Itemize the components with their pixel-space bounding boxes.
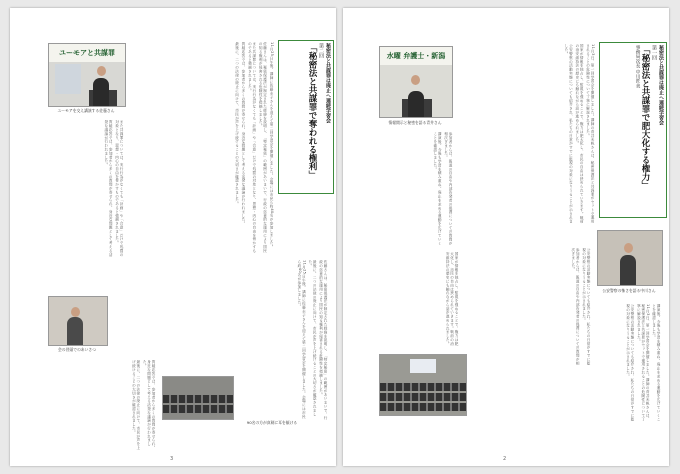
speaker-figure (408, 91, 424, 117)
round-label: 第一回 (651, 45, 657, 60)
paragraph: 参加者からは、報道の自由や内部告発者の保護についての質問が相次ぎました。 (571, 248, 581, 365)
speaker-photo-mid (48, 296, 108, 346)
page-number: 3 (170, 456, 174, 462)
paragraph: 講演後、今後も学習を積み重ね、廃止を求める運動を広げていくことを確認しました。 (433, 132, 443, 246)
paragraph: 質疑応答では、参加者から多くの質問が寄せられ、身近な問題として考える活発な議論が行われました。 (104, 120, 114, 257)
paragraph: 最後に、二つの法律の廃止に向けて、市民が声を上げ続けることの大切さが確認されました。 (132, 360, 141, 450)
speaker-head (411, 75, 420, 85)
photo-banner: ユーモアと共謀罪 (49, 44, 125, 62)
article-headline: 「秘密法と共謀罪で肥大化する権力」 (640, 45, 650, 190)
audience-row (380, 403, 466, 411)
paragraph: 11月3日、第一回学習会を開催しました。講師の青井未帆さんは、秘密保護法と共謀罪がセットで運用されることの危険性について丁寧に解説されました。 (637, 304, 651, 421)
caption-top-photo: 情報開示と秘密を語る青井さん (388, 120, 442, 125)
paragraph: また共謀罪については、実行行為がなくても「計画」や「合意」だけで処罰の対象となり、思想・内心の自由を脅かすものであると強調されました。 (248, 42, 257, 253)
caption-mid-photo: 公安警察の怖さを語る中川さん (602, 288, 656, 293)
audience-row (163, 395, 233, 403)
paragraph: 公安警察の活動実態についても紹介され、私たちの日常がすでに監視の対象になりうることが示されました。 (582, 248, 591, 365)
article-body-left (48, 120, 124, 260)
audience-row (380, 393, 466, 401)
audience-row (380, 383, 466, 391)
left-page (10, 8, 336, 466)
paragraph: 佐藤さんは、秘密保護法が制定された経緯を説明し、「特定秘密」の範囲があいまいで、行政の恣意的な運用により国民の知る権利が侵害される危険性を指摘しました。 (319, 260, 328, 420)
paragraph: 最後に、二つの法律の廃止に向けて、市民が声を上げ続けることの大切さが確認されました。 (235, 42, 240, 206)
audience-photo (379, 354, 467, 416)
series-label: 秘密法と共謀罪は廃止へ連続学習会 (658, 45, 664, 125)
speaker-head (97, 66, 106, 76)
paragraph: 11月25日午後、講師に佐藤圭子さんを迎えて第二回学習会を開催しました。会場には市民ら約40名が参加しました。 (297, 260, 307, 419)
audience-row (163, 405, 233, 413)
audience-photo (162, 376, 234, 420)
projector-screen (55, 64, 81, 94)
article-body-upper (128, 42, 274, 256)
article-body-left-upper (379, 132, 453, 248)
speaker-head (624, 243, 633, 253)
article-title-box (599, 42, 667, 218)
caption-top-photo: ユーモアを交え講演する佐藤さん (57, 108, 115, 113)
paragraph: 公安警察の活動実態についても紹介され、私たちの日常がすでに監視の対象になりうることが示されました。 (564, 44, 574, 224)
speaker-figure (620, 255, 636, 285)
caption-mid-photo: 会の冒頭でのあいさつ (58, 347, 96, 352)
paragraph: 公安警察の活動実態についても紹介され、私たちの日常がすでに監視の対象になりうることが示されました。 (626, 304, 635, 421)
paragraph: 佐藤さんは、秘密保護法が制定された経緯を説明し、「特定秘密」の範囲があいまいで、行政の恣意的な運用により国民の知る権利が侵害される危険性を指摘しました。 (259, 42, 268, 253)
paragraph: 国家が情報を独占し、監視を強めることで、権力は肥大化し、市民の自由は狭められていきます。戦前の治安維持法の歴史にも触れながら話が進められました。 (575, 44, 585, 224)
article-headline: 「秘密法と共謀罪で奪われる権利」 (307, 43, 317, 179)
paragraph: 国家が情報を独占し、監視を強めることで、権力は肥大化し、市民の自由は狭められていきます。戦前の治安維持法の歴史にも触れながら話が進められました。 (446, 252, 459, 346)
paragraph: 質疑応答では、参加者から多くの質問が寄せられ、身近な問題として考える活発な議論が行われました。 (241, 42, 246, 226)
paragraph: 11月25日午後、講師に佐藤圭子さんを迎えて第二回学習会を開催しました。会場には市民ら約40名が参加しました。 (270, 42, 274, 249)
round-label: 第二回 (318, 43, 324, 58)
paragraph: 参加者からは、報道の自由や内部告発者の保護についての質問が相次ぎました。 (444, 132, 453, 246)
article-title-box (278, 40, 334, 194)
speaker-photo-top (48, 43, 126, 107)
speaker-figure (67, 317, 83, 345)
article-body-upper (457, 44, 595, 224)
article-body-lower-left (48, 360, 156, 450)
caption-bottom-photo: 90名の方が真剣に耳を傾ける (246, 420, 298, 425)
paragraph: また共謀罪については、実行行為がなくても「計画」や「合意」だけで処罰の対象となり、思想・内心の自由を脅かすものであると強調されました。 (115, 120, 124, 257)
speaker-figure (93, 78, 109, 106)
right-page (343, 8, 669, 466)
speaker-photo-top (379, 46, 453, 118)
photo-banner: 水曜 弁護士・新潟 (380, 47, 452, 65)
paragraph: 質疑応答では、参加者から多くの質問が寄せられ、身近な問題として考える活発な議論が行われました。 (143, 360, 156, 450)
speaker-head (71, 307, 80, 317)
page-number: 2 (503, 456, 507, 462)
article-body-lower (477, 304, 661, 424)
paragraph: 11月3日、第一回学習会を開催しました。講師の青井未帆さんは、秘密保護法と共謀罪がセットで運用されることの危険性について丁寧に解説されました。 (586, 44, 595, 224)
speaker-photo-mid (597, 230, 663, 286)
paragraph: 講演後、今後も学習を積み重ね、廃止を求める運動を広げていくことを確認しました。 (652, 304, 661, 421)
article-body-left-middle (379, 252, 459, 348)
series-label: 秘密法と共謀罪は廃止へ連続学習会 (325, 43, 331, 123)
paragraph: 最後に、二つの法律の廃止に向けて、市民が声を上げ続けることの大切さが確認されました。 (308, 260, 318, 416)
article-byline: 事務局次長 中川匠美 (635, 45, 640, 88)
projector-screen (410, 359, 436, 373)
